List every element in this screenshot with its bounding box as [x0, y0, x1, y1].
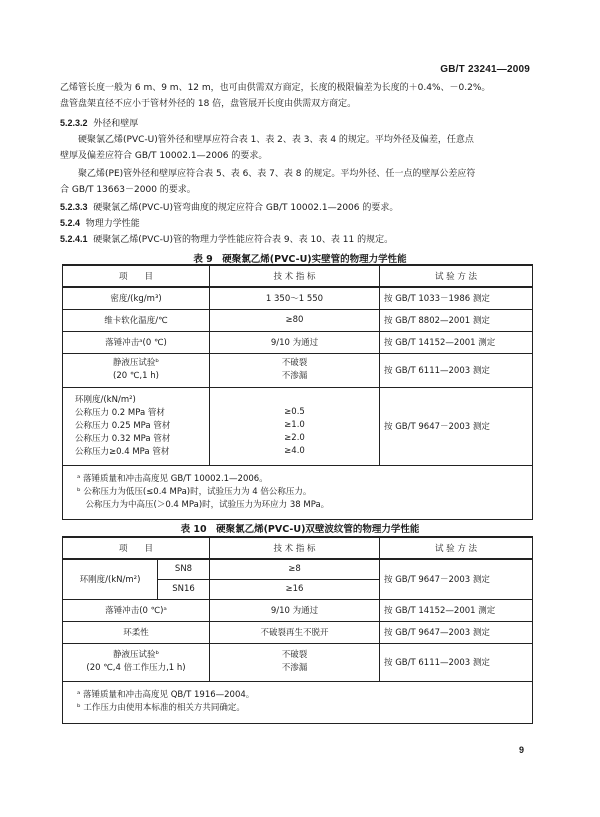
section-5-2-3-3: [60, 200, 398, 213]
spec-line: ≥0.5: [284, 407, 305, 417]
table-row: [63, 621, 533, 643]
spec-cell: ≥16: [210, 579, 380, 599]
method-cell: 按 GB/T 9647—2003 测定: [380, 621, 533, 643]
spec-cell: 不破裂再生不脱开: [210, 621, 380, 643]
spec-cell: [210, 353, 380, 387]
table10-caption: 表 10 硬聚氯乙烯(PVC-U)双壁波纹管的物理力学性能: [180, 524, 420, 535]
method-cell: 按 GB/T 1033－1986 测定: [380, 287, 533, 309]
item-line: 公称压力≥0.4 MPa 管材: [75, 446, 170, 457]
table-row: [63, 287, 533, 309]
spec-line: 不渗漏: [281, 663, 308, 673]
table10-notes-row: [63, 681, 533, 723]
spec-cell: 9/10 为通过: [210, 599, 380, 621]
item-line: 公称压力 0.32 MPa 管材: [75, 433, 171, 444]
text-line: 盘管盘架直径不应小于管材外径的 18 倍，盘管展开长度由供需双方商定。: [60, 99, 357, 109]
section-title: 外径和壁厚: [93, 119, 139, 129]
text-line: 乙烯管长度一般为 6 m、9 m、12 m，也可由供需双方商定，长度的极限偏差为长度的＋0.4%、－0.2%。: [60, 83, 491, 93]
section-5-2-3-2: [60, 116, 138, 129]
method-cell: 按 GB/T 14152—2001 测定: [380, 599, 533, 621]
table-row: [63, 331, 533, 353]
spec-cell: 9/10 为通过: [210, 331, 380, 353]
spec-line: 不破裂: [281, 650, 308, 660]
column-header: 试 验 方 法: [380, 537, 533, 559]
footnote: ᵇ 工作压力由使用本标准的相关方共同确定。: [77, 703, 245, 713]
item-cell: [63, 643, 210, 681]
table9-header-row: [63, 265, 533, 287]
standard-number: GB/T 23241—2009: [440, 64, 530, 75]
spec-cell: [210, 643, 380, 681]
text-line: 壁厚及偏差应符合 GB/T 10002.1—2006 的要求。: [60, 151, 268, 161]
spec-line: ≥2.0: [284, 433, 305, 443]
item-cell: 环柔性: [63, 621, 210, 643]
item-line: (20 ℃,1 h): [113, 371, 159, 381]
item-cell: 密度/(kg/m³): [63, 287, 210, 309]
item-line: 环刚度/(kN/m²): [75, 394, 136, 405]
column-header: 项 目: [63, 265, 210, 287]
item-line: 公称压力 0.2 MPa 管材: [75, 407, 165, 418]
method-cell: 按 GB/T 9647－2003 测定: [380, 559, 533, 599]
section-text: 硬聚氯乙烯(PVC-U)管的物理力学性能应符合表 9、表 10、表 11 的规定。: [93, 235, 394, 245]
table-row: [63, 643, 533, 681]
item-cell: 落锤冲击(0 ℃)ᵃ: [63, 599, 210, 621]
notes-cell: [63, 465, 533, 519]
footnote: ᵃ 落锤质量和冲击高度见 GB/T 10002.1—2006。: [77, 473, 268, 484]
spec-line: 不破裂: [281, 358, 308, 368]
grade-cell: SN8: [158, 559, 210, 579]
text-line: 聚乙烯(PE)管外径和壁厚应符合表 5、表 6、表 7、表 8 的规定。平均外径、任一点的壁厚公差应符: [78, 169, 476, 179]
spec-cell: ≥8: [210, 559, 380, 579]
spec-line: ≥1.0: [284, 420, 305, 430]
item-cell: 环刚度/(kN/m²): [63, 559, 158, 599]
spec-cell: ≥80: [210, 309, 380, 331]
table9: [62, 264, 533, 520]
section-number: 5.2.3.2: [60, 118, 88, 128]
item-line: 公称压力 0.25 MPa 管材: [75, 420, 171, 431]
paragraph-pe: [60, 166, 540, 198]
grade-cell: SN16: [158, 579, 210, 599]
section-text: 硬聚氯乙烯(PVC-U)管弯曲度的规定应符合 GB/T 10002.1—2006 的要求。: [93, 203, 399, 213]
column-header: 技 术 指 标: [210, 265, 380, 287]
method-cell: 按 GB/T 8802—2001 测定: [380, 309, 533, 331]
paragraph-length: [60, 80, 540, 112]
table-row: [63, 599, 533, 621]
spec-line: 不渗漏: [281, 371, 308, 381]
section-number: 5.2.4: [60, 218, 81, 228]
paragraph-pvc: [60, 132, 540, 164]
table10: [62, 536, 533, 724]
section-number: 5.2.3.3: [60, 202, 88, 212]
table10-header-row: [63, 537, 533, 559]
method-cell: 按 GB/T 6111—2003 测定: [380, 353, 533, 387]
column-header: 试 验 方 法: [380, 265, 533, 287]
item-cell: [63, 387, 210, 465]
spec-line: ≥4.0: [284, 446, 305, 456]
text-line: 硬聚氯乙烯(PVC-U)管外径和壁厚应符合表 1、表 2、表 3、表 4 的规定。平均外径及偏差，任意点: [78, 135, 474, 145]
section-5-2-4-1: [60, 232, 393, 245]
section-title: 物理力学性能: [85, 219, 140, 229]
footnote: ᵃ 落锤质量和冲击高度见 QB/T 1916—2004。: [77, 690, 255, 700]
method-cell: 按 GB/T 6111—2003 测定: [380, 643, 533, 681]
item-cell: [63, 353, 210, 387]
column-header: 技 术 指 标: [210, 537, 380, 559]
page-number: 9: [518, 745, 524, 755]
footnote: 公称压力为中高压(＞0.4 MPa)时，试验压力为环应力 38 MPa。: [77, 499, 330, 510]
notes-cell: [63, 681, 533, 723]
method-cell: 按 GB/T 9647－2003 测定: [380, 387, 533, 465]
item-line: 静液压试验ᵇ: [112, 358, 160, 368]
item-line: 静液压试验ᵇ: [112, 650, 160, 660]
text-line: 合 GB/T 13663－2000 的要求。: [60, 185, 196, 195]
spec-cell: 1 350～1 550: [210, 287, 380, 309]
footnote: ᵇ 公称压力为低压(≤0.4 MPa)时，试验压力为 4 倍公称压力。: [77, 486, 312, 497]
table9-notes-row: [63, 465, 533, 519]
table-row: [63, 353, 533, 387]
item-cell: 维卡软化温度/℃: [63, 309, 210, 331]
table9-caption: 表 9 硬聚氯乙烯(PVC-U)实壁管的物理力学性能: [193, 254, 407, 265]
table-row: [63, 559, 533, 579]
section-number: 5.2.4.1: [60, 234, 88, 244]
spec-cell: [210, 387, 380, 465]
method-cell: 按 GB/T 14152—2001 测定: [380, 331, 533, 353]
item-line: (20 ℃,4 倍工作压力,1 h): [86, 663, 186, 673]
table-row: [63, 387, 533, 465]
table-row: [63, 309, 533, 331]
item-cell: 落锤冲击ᵃ(0 ℃): [63, 331, 210, 353]
section-5-2-4: [60, 216, 140, 229]
column-header: 项 目: [63, 537, 210, 559]
